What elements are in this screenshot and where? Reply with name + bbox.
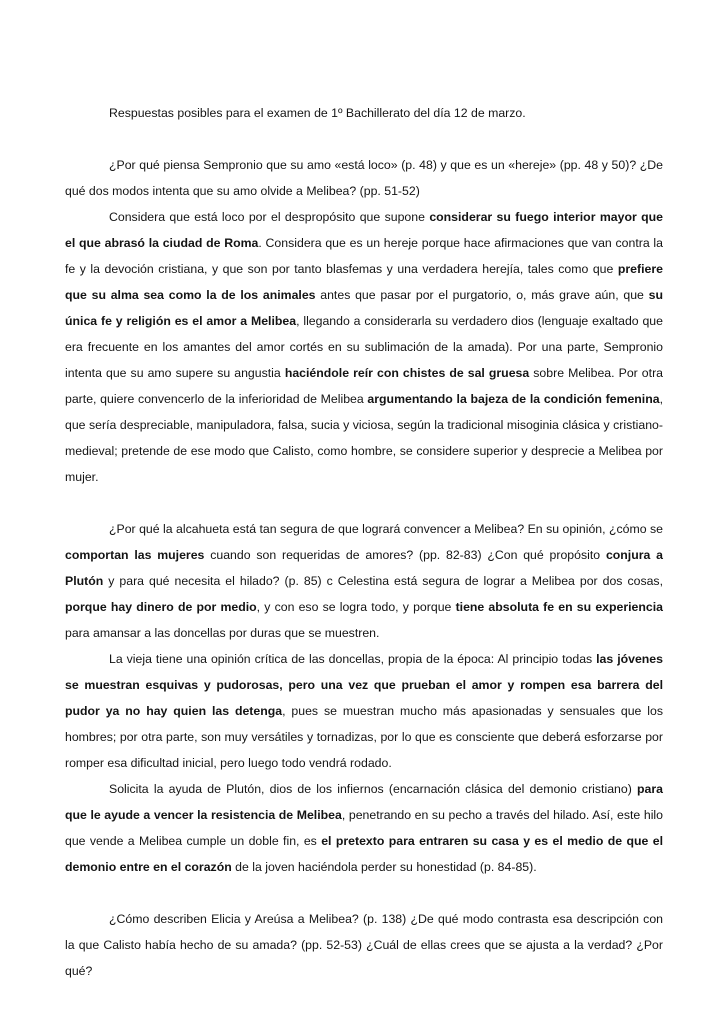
highlight: comportan las mujeres (65, 548, 205, 562)
highlight: para que le ayude a vencer la resistencia de Melibea (65, 782, 663, 822)
question-3: ¿Cómo describen Elicia y Areúsa a Melibea? (p. 138) ¿De qué modo contrasta esa descripción con la que Calisto había hecho de su amada? (pp. 52-53) ¿Cuál de ellas crees que se ajusta a la verdad? ¿Por qué? (65, 912, 663, 978)
document-header: Respuestas posibles para el examen de 1º Bachillerato del día 12 de marzo. (109, 106, 526, 120)
document-body (65, 100, 663, 984)
question-2: ¿Por qué la alcahueta está tan segura de que logrará convencer a Melibea? En su opinión, ¿cómo se comportan las mujeres cuando son requeridas de amores? (pp. 82-83) ¿Con qué propósito conjura a Plutón y para qué necesita el hilado? (p. 85) c Celestina está segura de lograr a Melibea por dos cosas, porque hay dinero de por medio, y con eso se logra todo, y porque tiene absoluta fe en su experiencia para amansar a las doncellas por duras que se muestren. (65, 522, 663, 640)
highlight: su única fe y religión es el amor a Melibea (65, 288, 663, 328)
highlight: argumentando la bajeza de la condición femenina (367, 392, 660, 406)
answer-2-pluto: Solicita la ayuda de Plutón, dios de los infiernos (encarnación clásica del demonio cristiano) para que le ayude a vencer la resistencia de Melibea, penetrando en su pecho a través del hilado. Así, este hilo que vende a Melibea cumple un doble fin, es el pretexto para entraren su casa y es el medio de que el demonio entre en el corazón de la joven haciéndola perder su honestidad (p. 84-85). (65, 782, 663, 874)
question-1: ¿Por qué piensa Sempronio que su amo «está loco» (p. 48) y que es un «hereje» (pp. 48 y 50)? ¿De qué dos modos intenta que su amo olvide a Melibea? (pp. 51-52) (65, 158, 663, 198)
highlight: tiene absoluta fe en su experiencia (455, 600, 663, 614)
highlight: considerar su fuego interior mayor que el que abrasó la ciudad de Roma (65, 210, 663, 250)
highlight: el pretexto para entraren su casa y es el medio de que el demonio entre en el corazón (65, 834, 663, 874)
highlight: las jóvenes se muestran esquivas y pudorosas, pero una vez que prueban el amor y rompen esa barrera del pudor ya no hay quien las detenga (65, 652, 663, 718)
answer-2-opinion: La vieja tiene una opinión crítica de las doncellas, propia de la época: Al principio todas las jóvenes se muestran esquivas y pudorosas, pero una vez que prueban el amor y rompen esa barrera del pudor ya no hay quien las detenga, pues se muestran mucho más apasionadas y sensuales que los hombres; por otra parte, son muy versátiles y tornadizas, por lo que es consciente que deberá esforzarse por romper esa dificultad inicial, pero luego todo vendrá rodado. (65, 652, 663, 770)
highlight: prefiere que su alma sea como la de los animales (65, 262, 663, 302)
answer-1: Considera que está loco por el despropósito que supone considerar su fuego interior mayor que el que abrasó la ciudad de Roma. Considera que es un hereje porque hace afirmaciones que van contra la fe y la devoción cristiana, y que son por tanto blasfemas y una verdadera herejía, tales como que prefiere que su alma sea como la de los animales antes que pasar por el purgatorio, o, más grave aún, que su única fe y religión es el amor a Melibea, llegando a considerarla su verdadero dios (lenguaje exaltado que era frecuente en los amantes del amor cortés en su sublimación de la amada). Por una parte, Sempronio intenta que su amo supere su angustia haciéndole reír con chistes de sal gruesa sobre Melibea. Por otra parte, quiere convencerlo de la inferioridad de Melibea argumentando la bajeza de la condición femenina, que sería despreciable, manipuladora, falsa, sucia y viciosa, según la tradicional misoginia clásica y cristiano-medieval; pretende de ese modo que Calisto, como hombre, se considere superior y desprecie a Melibea por mujer. (65, 210, 664, 484)
highlight: conjura a Plutón (65, 548, 663, 588)
highlight: haciéndole reír con chistes de sal gruesa (284, 366, 530, 380)
highlight: porque hay dinero de por medio (65, 600, 257, 614)
